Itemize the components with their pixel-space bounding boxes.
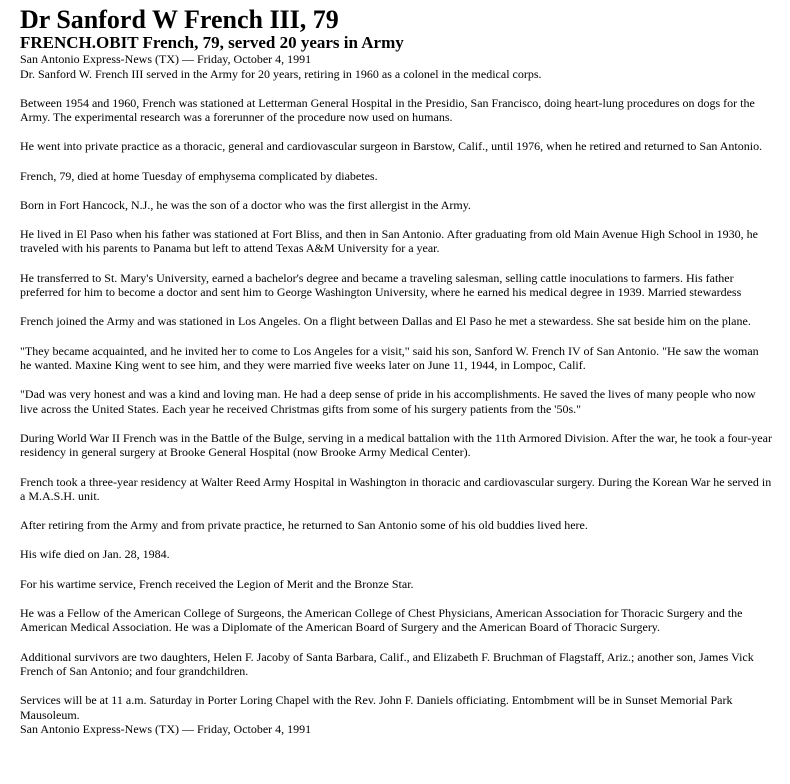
paragraph: After retiring from the Army and from private practice, he returned to San Antonio some of his old buddies lived here. (20, 518, 588, 533)
paragraph: French joined the Army and was stationed in Los Angeles. On a flight between Dallas and El Paso he met a stewardess. She sat beside him on the plane. (20, 314, 751, 329)
page-title: Dr Sanford W French III, 79 (20, 5, 339, 34)
paragraph: Between 1954 and 1960, French was stationed at Letterman General Hospital in the Presidio, San Francisco, doing heart-lung procedures on dogs for the Army. The experimental research was a forerunner of the procedure now used on humans. (20, 95, 755, 125)
article-subtitle: FRENCH.OBIT French, 79, served 20 years in Army (20, 33, 404, 52)
paragraph: French took a three-year residency at Walter Reed Army Hospital in Washington in thoracic and cardiovascular surgery. During the Korean War he served in a M.A.S.H. unit. (20, 474, 772, 504)
paragraph: His wife died on Jan. 28, 1984. (20, 547, 170, 562)
paragraph: He transferred to St. Mary's University, earned a bachelor's degree and became a traveling salesman, selling cattle inoculations to farmers. His father preferred for him to become a doctor and sent him to George Washington University, where he earned his medical degree in 1939. Married stewardess (20, 270, 742, 300)
paragraph: Additional survivors are two daughters, Helen F. Jacoby of Santa Barbara, Calif., and Elizabeth F. Bruchman of Flagstaff, Ariz.; another son, James Vick French of San Antonio; and four grandchildren. (20, 649, 754, 678)
paragraph: He was a Fellow of the American College of Surgeons, the American College of Chest Physicians, American Association for Thoracic Surgery and the American Medical Association. He was a Diplomate of the American Board of Surgery and the American Board of Thoracic Surgery. (20, 605, 743, 635)
paragraph: Born in Fort Hancock, N.J., he was the son of a doctor who was the first allergist in the Army. (20, 197, 471, 212)
paragraph: He went into private practice as a thoracic, general and cardiovascular surgeon in Barstow, Calif., until 1976, when he retired and returned to San Antonio. (20, 139, 763, 154)
paragraph: "Dad was very honest and was a kind and loving man. He had a deep sense of pride in his accomplishments. He saved the lives of many people who now live across the United States. Each year he received Christmas gifts from some of his surgery patients from the '50s." (20, 387, 756, 416)
paragraph: Dr. Sanford W. French III served in the Army for 20 years, retiring in 1960 as a colonel in the medical corps. (20, 66, 542, 81)
paragraph: "They became acquainted, and he invited her to come to Los Angeles for a visit," said his son, Sanford W. French IV of San Antonio. "He saw the woman he wanted. Maxine King went to see him, and they were married five weeks later on June 11, 1944, in Lompoc, Calif. (20, 343, 759, 372)
paragraph: French, 79, died at home Tuesday of emphysema complicated by diabetes. (20, 168, 378, 183)
paragraph: For his wartime service, French received the Legion of Merit and the Bronze Star. (20, 576, 414, 591)
paragraph: Services will be at 11 a.m. Saturday in Porter Loring Chapel with the Rev. John F. Daniels officiating. Entombment will be in Sunset Memorial Park Mausoleum. (20, 693, 733, 722)
article-body (20, 67, 790, 723)
paragraph: He lived in El Paso when his father was stationed at Fort Bliss, and then in San Antonio. After graduating from old Main Avenue High School in 1930, he traveled with his parents to Panama but left to attend Texas A&M University for a year. (20, 226, 759, 256)
paragraph: During World War II French was in the Battle of the Bulge, serving in a medical battalion with the 11th Armored Division. After the war, he took a four-year residency in general surgery at Brooke General Hospital (now Brooke Army Medical Center). (20, 430, 772, 460)
source-line: San Antonio Express-News (TX) — Friday, October 4, 1991 (20, 52, 312, 66)
footer-source-line: San Antonio Express-News (TX) — Friday, October 4, 1991 (20, 722, 312, 737)
